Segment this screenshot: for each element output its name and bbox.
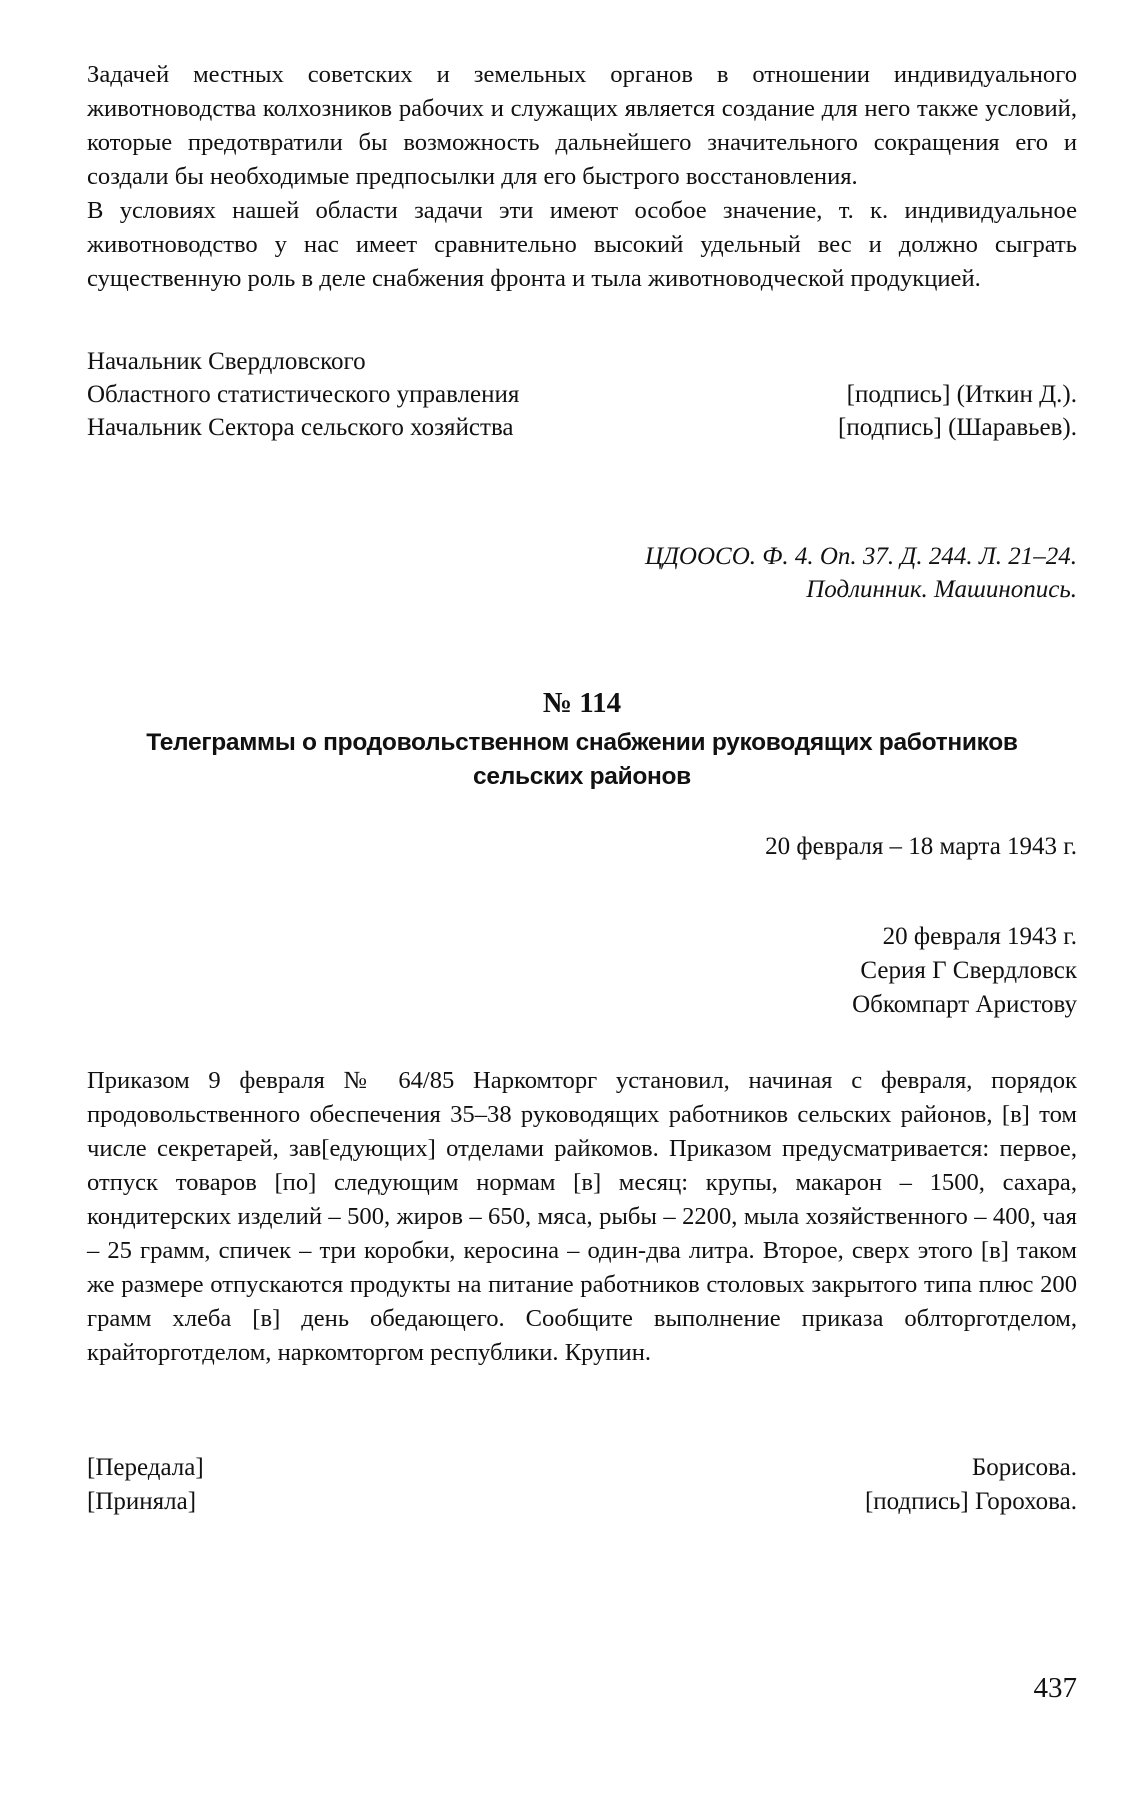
transmitted-row: [87, 1451, 1077, 1485]
telegram-date: 20 февраля 1943 г.: [882, 923, 1077, 950]
signature-row: [87, 411, 1077, 444]
document-title-line-2: сельских районов: [473, 763, 691, 790]
archive-ref-line-1: ЦДООСО. Ф. 4. Оп. 37. Д. 244. Л. 21–24.: [644, 543, 1077, 570]
telegram-body: Приказом 9 февраля № 64/85 Наркомторг установил, начиная с февраля, порядок продовольственного обеспечения 35–38 руководящих работников сельских районов, [в] том числе секретарей, зав[едующих] отделами райкомов. Приказом предусматривается: первое, отпуск товаров [по] следующим нормам [в] месяц: крупы, макарон – 1500, сахара, кондитерских изделий – 500, жиров – 650, мяса, рыбы – 2200, мыла хозяйственного – 400, чая – 25 грамм, спичек – три коробки, керосина – один-два литра. Второе, сверх этого [в] таком же размере отпускаются продукты на питание работников столовых закрытого типа плюс 200 грамм хлеба [в] день обедающего. Сообщите выполнение приказа облторготделом, крайторготделом, наркомторгом республики. Крупин.: [87, 1067, 1077, 1366]
page-number: 437: [1033, 1672, 1077, 1704]
signature-2: [подпись] (Шаравьев).: [838, 414, 1077, 441]
signature-block: [87, 345, 1077, 444]
signature-row: [87, 378, 1077, 411]
document-header: [87, 686, 1077, 794]
signature-row: [87, 345, 1077, 378]
signer-title-3: Начальник Сектора сельского хозяйства: [87, 414, 514, 441]
paragraph-1: Задачей местных советских и земельных органов в отношении индивидуального животноводства колхозников рабочих и служащих является создание для него также условий, которые предотвратили бы возможность дальнейшего значительного сокращения его и создали бы необходимые предпосылки для его быстрого восстановления.: [87, 61, 1077, 190]
telegram-text: [87, 1064, 1077, 1370]
telegram-header: [87, 920, 1077, 1022]
received-label: [Приняла]: [87, 1488, 197, 1515]
transmitted-name: Борисова.: [971, 1454, 1077, 1481]
intro-text: [87, 58, 1077, 296]
date-range-block: [87, 830, 1077, 864]
document-title-line-1: Телеграммы о продовольственном снабжении руководящих работников: [146, 729, 1018, 756]
date-range: 20 февраля – 18 марта 1943 г.: [765, 833, 1077, 860]
paragraph-2: В условиях нашей области задачи эти имеют особое значение, т. к. индивидуальное животноводство у нас имеет сравнительно высокий удельный вес и должно сыграть существенную роль в деле снабжения фронта и тыла животноводческой продукцией.: [87, 197, 1077, 292]
telegram-series: Серия Г Свердловск: [860, 957, 1077, 984]
telegram-addressee: Обкомпарт Аристову: [852, 991, 1077, 1018]
signature-1: [подпись] (Иткин Д.).: [846, 381, 1077, 408]
transmitted-label: [Передала]: [87, 1454, 204, 1481]
archive-reference: [87, 540, 1077, 606]
received-row: [87, 1485, 1077, 1519]
received-name: [подпись] Горохова.: [864, 1488, 1077, 1515]
transmission-block: [87, 1451, 1077, 1519]
document-number: № 114: [542, 687, 622, 719]
signer-title-1: Начальник Свердловского: [87, 348, 366, 375]
signer-title-2: Областного статистического управления: [87, 381, 520, 408]
archive-ref-line-2: Подлинник. Машинопись.: [806, 576, 1077, 603]
